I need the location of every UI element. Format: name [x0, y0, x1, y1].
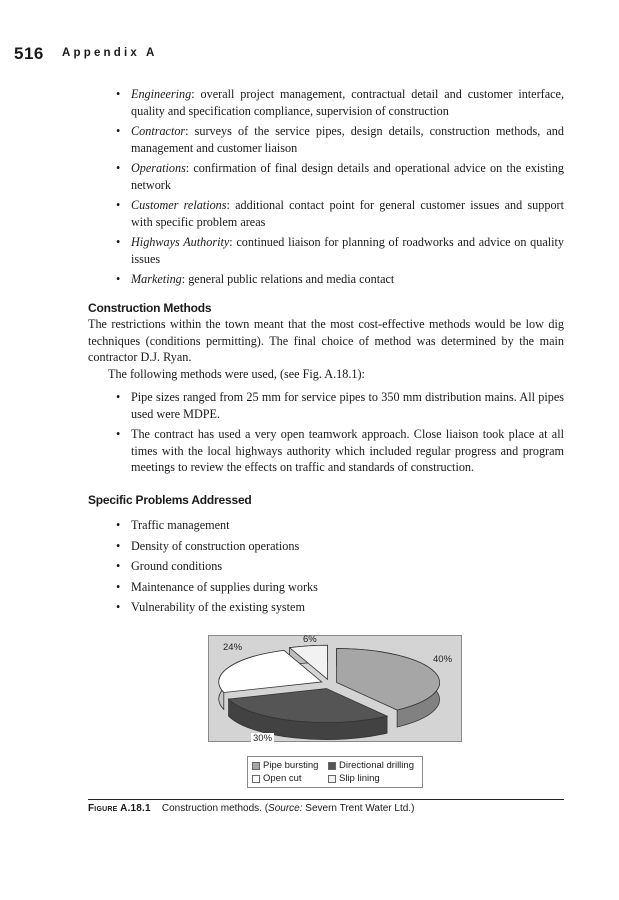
legend-label: Open cut: [263, 773, 302, 784]
role-term: Operations: [131, 161, 186, 175]
legend-item-open-cut: [252, 773, 302, 784]
list-item: [116, 123, 564, 156]
role-text: : additional contact point for general customer issues and support with specific problem areas: [131, 198, 564, 229]
caption-text: Construction methods. (: [161, 803, 269, 814]
list-item: • Maintenance of supplies during works: [116, 579, 564, 596]
list-item: • Vulnerability of the existing system: [116, 599, 564, 616]
page-number: 516: [14, 44, 44, 63]
legend-label: Slip lining: [339, 773, 380, 784]
role-term: Highways Authority: [131, 235, 230, 249]
legend-label: Pipe bursting: [263, 760, 319, 771]
running-head: Appendix A: [62, 47, 158, 59]
figure-caption: [88, 803, 414, 814]
list-item: [116, 160, 564, 193]
slice-label-slip-lining: 6%: [303, 634, 317, 645]
caption-source: Severn Trent Water Ltd.): [302, 803, 415, 814]
role-text: : overall project management, contractual detail and customer interface, quality and specification compliance, supervision of construction: [131, 87, 564, 118]
list-item: • Pipe sizes ranged from 25 mm for service pipes to 350 mm distribution mains. All pipes used were MDPE.: [116, 389, 564, 422]
list-item: [116, 271, 564, 288]
section-heading-problems: Specific Problems Addressed: [88, 492, 252, 507]
legend-swatch: [328, 762, 336, 770]
legend-swatch: [252, 775, 260, 783]
slice-label-pipe-bursting: 40%: [433, 654, 453, 665]
legend-item-slip-lining: [328, 773, 380, 784]
pie-chart-svg: [209, 636, 461, 741]
methods-list: [116, 389, 564, 476]
role-term: Contractor: [131, 124, 186, 138]
role-term: Marketing: [131, 272, 182, 286]
problems-list: [116, 517, 564, 616]
slice-label-directional-drilling: 30%: [253, 733, 273, 744]
list-item: [116, 197, 564, 230]
role-text: : continued liaison for planning of roadworks and advice on quality issues: [131, 235, 564, 266]
role-term: Customer relations: [131, 198, 227, 212]
list-item: [116, 86, 564, 119]
construction-paragraph: The restrictions within the town meant that the most cost-effective methods would be low dig techniques (conditions permitting). The final choice of method was determined by the main contractor D.J. Ryan.: [88, 317, 564, 364]
legend-item-pipe-bursting: [252, 760, 318, 771]
legend-label: Directional drilling: [339, 760, 414, 771]
list-item: • The contract has used a very open teamwork approach. Close liaison took place at all times with the local highways authority which included regular progress and program meetings to review the effects on traffic and standards of construction.: [116, 426, 564, 476]
list-item: • Density of construction operations: [116, 538, 564, 555]
slice-label-open-cut: 24%: [223, 642, 243, 653]
chart-legend: [247, 756, 423, 788]
role-term: Engineering: [131, 87, 192, 101]
role-text: : surveys of the service pipes, design details, construction methods, and management and customer liaison: [131, 124, 564, 155]
page-content: [88, 86, 564, 620]
list-item: • Ground conditions: [116, 558, 564, 575]
pie-chart: [208, 635, 462, 742]
methods-intro: The following methods were used, (see Fig. A.18.1):: [108, 366, 365, 381]
caption-source-label: Source:: [268, 803, 303, 814]
section-heading-construction: Construction Methods: [88, 300, 212, 315]
figure-label: Figure A.18.1: [88, 803, 151, 814]
roles-list: [116, 86, 564, 288]
role-text: : confirmation of final design details and operational advice on the existing network: [131, 161, 564, 192]
legend-swatch: [328, 775, 336, 783]
role-text: : general public relations and media contact: [181, 272, 395, 286]
legend-swatch: [252, 762, 260, 770]
list-item: • Traffic management: [116, 517, 564, 534]
list-item: [116, 234, 564, 267]
caption-rule: [88, 799, 564, 800]
legend-item-directional-drilling: [328, 760, 414, 771]
